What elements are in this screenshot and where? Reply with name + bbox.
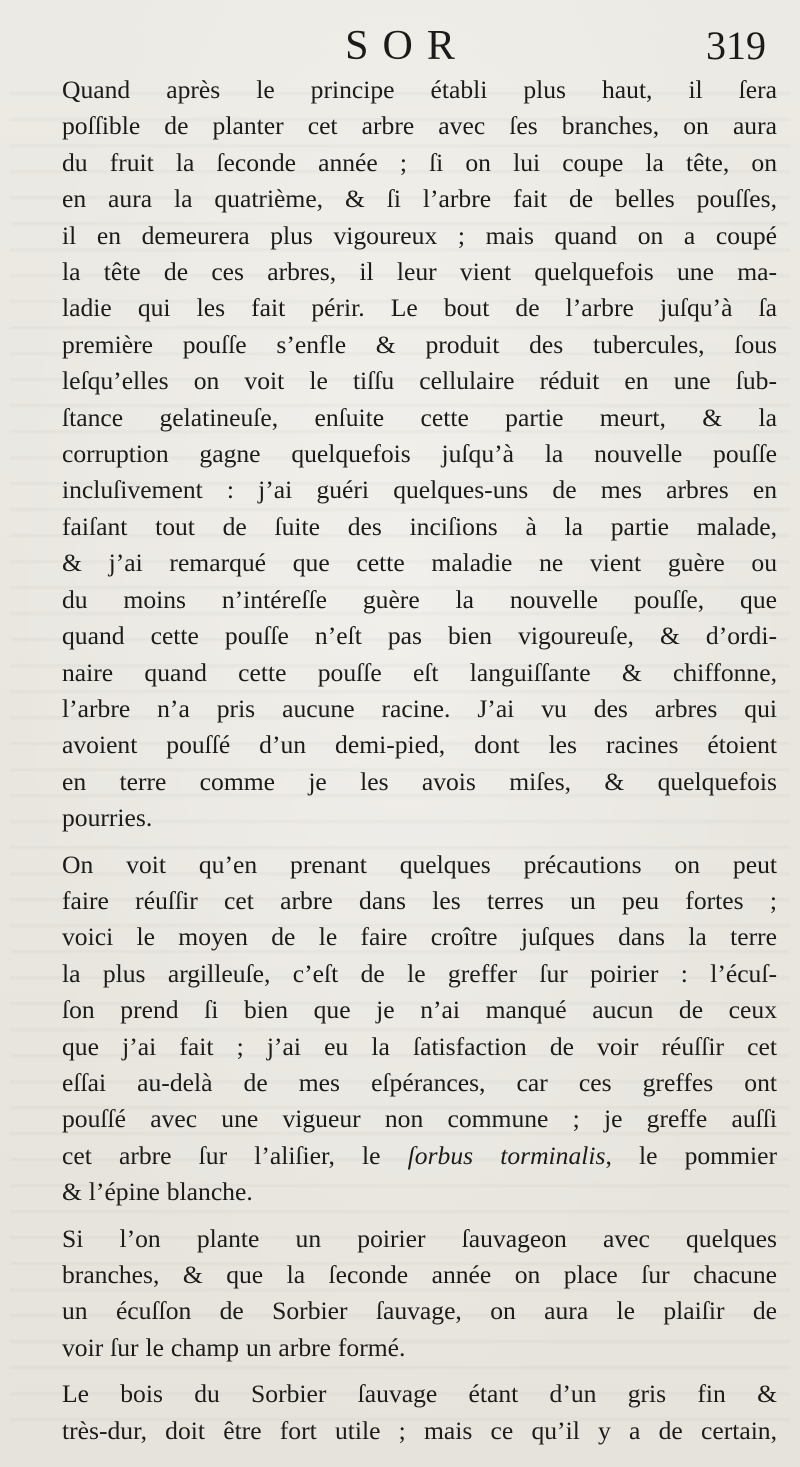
text-line: un écuſſon de Sorbier ſauvage, on aura le plaiſir de xyxy=(62,1296,777,1326)
running-head: SOR xyxy=(345,23,469,69)
paragraph-3 xyxy=(62,1221,777,1367)
text-line: en terre comme je les avois miſes, & quelquefois xyxy=(62,766,777,796)
text-line: que j’ai fait ; j’ai eu la ſatisfaction de voir réuſſir cet xyxy=(62,1031,777,1061)
text-line: du fruit la ſeconde année ; ſi on lui coupe la tête, on xyxy=(62,147,777,177)
text-line: l’arbre n’a pris aucune racine. J’ai vu des arbres qui xyxy=(62,693,777,723)
text-line: ſon prend ſi bien que je n’ai manqué aucun de ceux xyxy=(62,995,777,1025)
text-line: pourries. xyxy=(62,803,153,833)
text-line: voici le moyen de le faire croître juſques dans la terre xyxy=(62,922,777,952)
page-header xyxy=(0,18,800,74)
text-line: faire réuſſir cet arbre dans les terres un peu fortes ; xyxy=(62,885,777,915)
text-line: incluſivement : j’ai guéri quelques-uns de mes arbres en xyxy=(62,475,777,505)
text-line: Le bois du Sorbier ſauvage étant d’un gris fin & xyxy=(62,1379,777,1409)
text-line: branches, & que la ſeconde année on place ſur chacune xyxy=(62,1260,777,1289)
text-line: Si l’on plante un poirier ſauvageon avec quelques xyxy=(62,1223,777,1253)
paragraph-2 xyxy=(62,847,777,1211)
text-line: poſſible de planter cet arbre avec ſes branches, on aura xyxy=(62,111,777,141)
text-line: & j’ai remarqué que cette maladie ne vient guère ou xyxy=(62,548,777,578)
page-number: 319 xyxy=(706,23,766,68)
text-line: faiſant tout de ſuite des inciſions à la partie malade, xyxy=(62,511,777,541)
text-fragment: cet arbre ſur l’aliſier, le xyxy=(62,1140,408,1170)
text-line: On voit qu’en prenant quelques précautions on peut xyxy=(62,849,777,879)
text-line: ſtance gelatineuſe, enſuite cette partie meurt, & la xyxy=(62,402,777,432)
text-line: avoient pouſſé d’un demi-pied, dont les racines étoient xyxy=(62,730,777,760)
text-line: quand cette pouſſe n’eſt pas bien vigoureuſe, & d’ordi- xyxy=(62,621,777,651)
paragraph-gap xyxy=(62,1366,777,1376)
text-line: du moins n’intéreſſe guère la nouvelle pouſſe, que xyxy=(62,584,777,614)
text-line-with-italic xyxy=(62,1138,777,1174)
text-line: il en demeurera plus vigoureux ; mais quand on a coupé xyxy=(62,220,777,250)
paragraph-gap xyxy=(62,1211,777,1221)
text-line: la plus argilleuſe, c’eſt de le greffer ſur poirier : l’écuſ- xyxy=(62,958,777,988)
text-fragment: , le pommier xyxy=(605,1140,777,1170)
paragraph-1 xyxy=(62,72,777,837)
text-line: corruption gagne quelquefois juſqu’à la nouvelle pouſſe xyxy=(62,439,777,469)
text-line: pouſſé avec une vigueur non commune ; je greffe auſſi xyxy=(62,1104,777,1134)
text-line: & l’épine blanche. xyxy=(62,1177,253,1207)
text-line: en aura la quatrième, & ſi l’arbre fait de belles pouſſes, xyxy=(62,184,777,214)
body-text xyxy=(62,72,777,1449)
text-line: ladie qui les fait périr. Le bout de l’arbre juſqu’à ſa xyxy=(62,293,777,323)
text-line: voir ſur le champ un arbre formé. xyxy=(62,1332,406,1362)
paragraph-4 xyxy=(62,1376,777,1449)
text-line: eſſai au-delà de mes eſpérances, car ces greffes ont xyxy=(62,1067,777,1097)
text-line: première pouſſe s’enfle & produit des tubercules, ſous xyxy=(62,329,777,359)
text-line: leſqu’elles on voit le tiſſu cellulaire réduit en une ſub- xyxy=(62,366,777,396)
text-line: la tête de ces arbres, il leur vient quelquefois une ma- xyxy=(62,257,777,287)
text-line: très-dur, doit être fort utile ; mais ce qu’il y a de certain, xyxy=(62,1415,777,1445)
text-line: naire quand cette pouſſe eſt languiſſante & chiffonne, xyxy=(62,657,777,687)
latin-plant-name: ſorbus torminalis xyxy=(407,1140,606,1170)
paragraph-gap xyxy=(62,837,777,847)
text-line: Quand après le principe établi plus haut, il ſera xyxy=(62,75,777,104)
